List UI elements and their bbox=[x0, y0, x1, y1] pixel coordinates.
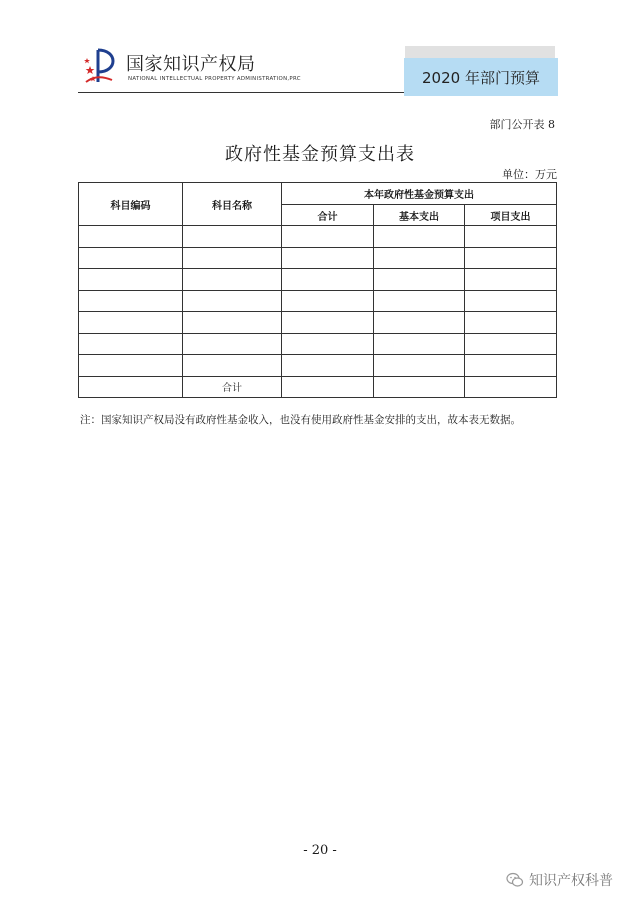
cnipa-logo-icon bbox=[84, 46, 120, 88]
table-cell bbox=[79, 269, 183, 291]
table-cell bbox=[465, 226, 557, 248]
table-cell bbox=[374, 290, 465, 312]
page-title: 政府性基金预算支出表 bbox=[225, 144, 415, 165]
table-row bbox=[79, 226, 557, 248]
table-row bbox=[79, 290, 557, 312]
header-project: 项目支出 bbox=[465, 205, 557, 226]
header-fund-expenditure: 本年政府性基金预算支出 bbox=[282, 183, 557, 205]
watermark-text: 知识产权科普 bbox=[529, 873, 613, 889]
table-cell bbox=[79, 247, 183, 269]
table-cell bbox=[183, 355, 282, 377]
table-cell bbox=[183, 333, 282, 355]
table-cell bbox=[183, 247, 282, 269]
header-basic: 基本支出 bbox=[374, 205, 465, 226]
table-cell bbox=[282, 376, 374, 398]
report-tag: 2020 年部门预算 bbox=[404, 58, 558, 96]
table-cell bbox=[465, 290, 557, 312]
table-cell bbox=[374, 333, 465, 355]
watermark bbox=[506, 870, 613, 890]
table-row bbox=[79, 355, 557, 377]
table-row bbox=[79, 247, 557, 269]
table-cell bbox=[183, 290, 282, 312]
table-total-row bbox=[79, 376, 557, 398]
table-cell bbox=[79, 355, 183, 377]
table-cell bbox=[79, 312, 183, 334]
header-subject-code: 科目编码 bbox=[79, 183, 183, 226]
org-name-en: NATIONAL INTELLECTUAL PROPERTY ADMINISTRATION,PRC bbox=[128, 76, 301, 82]
table-cell bbox=[282, 247, 374, 269]
table-cell bbox=[282, 333, 374, 355]
table-cell bbox=[183, 269, 282, 291]
table-cell bbox=[79, 226, 183, 248]
table-cell bbox=[374, 226, 465, 248]
header-subject-name: 科目名称 bbox=[183, 183, 282, 226]
total-row-label: 合计 bbox=[183, 376, 282, 398]
page-number: - 20 - bbox=[303, 843, 337, 858]
table-number: 部门公开表 8 bbox=[489, 118, 555, 131]
table-cell bbox=[374, 312, 465, 334]
table-cell bbox=[374, 247, 465, 269]
table-cell bbox=[465, 355, 557, 377]
table-cell bbox=[282, 290, 374, 312]
table-cell bbox=[374, 269, 465, 291]
table-cell bbox=[282, 269, 374, 291]
table-cell bbox=[79, 376, 183, 398]
table-cell bbox=[282, 226, 374, 248]
org-name-cn: 国家知识产权局 bbox=[126, 54, 256, 75]
table-row bbox=[79, 312, 557, 334]
unit-label: 单位：万元 bbox=[502, 168, 557, 181]
table-cell bbox=[374, 355, 465, 377]
wechat-icon bbox=[506, 872, 524, 888]
table-row bbox=[79, 333, 557, 355]
table-cell bbox=[465, 333, 557, 355]
table-note: 注：国家知识产权局没有政府性基金收入，也没有使用政府性基金安排的支出，故本表无数据。 bbox=[80, 414, 521, 426]
table-cell bbox=[465, 269, 557, 291]
table-cell bbox=[465, 247, 557, 269]
table-cell bbox=[79, 290, 183, 312]
table-cell bbox=[465, 312, 557, 334]
table-cell bbox=[79, 333, 183, 355]
header-divider bbox=[78, 92, 404, 93]
page-header bbox=[78, 40, 562, 96]
table-row bbox=[79, 269, 557, 291]
table-cell bbox=[183, 226, 282, 248]
header-total: 合计 bbox=[282, 205, 374, 226]
table-cell bbox=[282, 355, 374, 377]
table-cell bbox=[282, 312, 374, 334]
table-cell bbox=[183, 312, 282, 334]
budget-table bbox=[78, 182, 557, 398]
table-cell bbox=[374, 376, 465, 398]
table-cell bbox=[465, 376, 557, 398]
